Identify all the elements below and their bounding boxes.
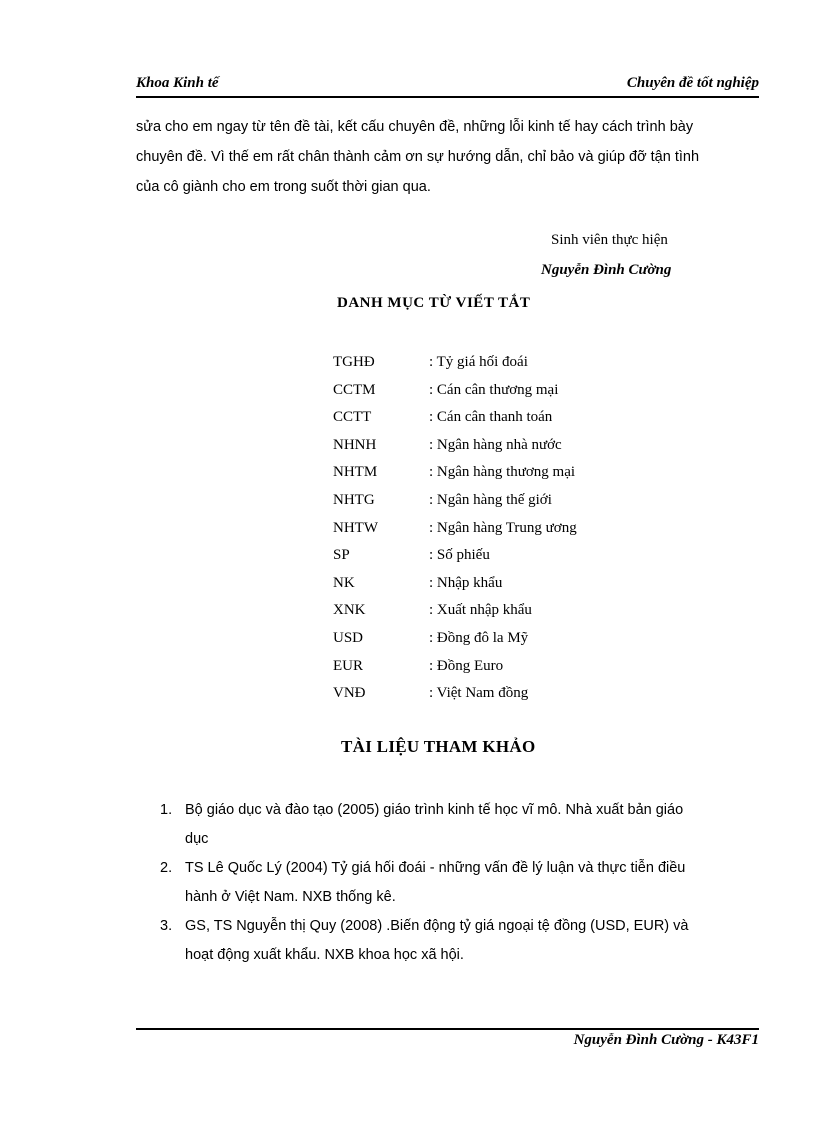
signature-name: Nguyễn Đình Cường <box>541 262 672 278</box>
abbreviation-code: CCTM <box>333 381 376 398</box>
page-footer: Nguyễn Đình Cường - K43F1 <box>573 1032 759 1048</box>
reference-line: dục <box>185 831 209 847</box>
abbreviation-row <box>333 461 577 489</box>
paragraph-line: của cô giành cho em trong suốt thời gian qua. <box>136 179 431 195</box>
abbreviation-row <box>333 599 577 627</box>
abbreviation-meaning: : Việt Nam đồng <box>429 685 529 702</box>
abbreviation-row <box>333 517 577 545</box>
abbreviation-row <box>333 406 577 434</box>
reference-line: hoạt động xuất khẩu. NXB khoa học xã hội. <box>185 947 464 963</box>
abbreviation-meaning: : Đồng đô la Mỹ <box>429 629 529 646</box>
abbreviation-row <box>333 544 577 572</box>
abbreviation-meaning: : Nhập khẩu <box>429 574 503 591</box>
reference-number: 1. <box>160 802 173 818</box>
abbreviation-code: USD <box>333 629 364 646</box>
abbreviation-code: CCTT <box>333 409 372 426</box>
reference-line: GS, TS Nguyễn thị Quy (2008) .Biến động tỷ giá ngoại tệ đồng (USD, EUR) và <box>185 918 689 934</box>
header-divider <box>136 96 759 98</box>
abbreviation-meaning: : Ngân hàng thế giới <box>429 491 552 508</box>
footer-divider <box>136 1028 759 1030</box>
abbreviation-code: VNĐ <box>333 685 366 702</box>
abbreviation-code: XNK <box>333 602 366 619</box>
reference-number: 2. <box>160 860 173 876</box>
abbreviation-row <box>333 627 577 655</box>
references-list <box>160 796 760 970</box>
paragraph-line: sửa cho em ngay từ tên đề tài, kết cấu chuyên đề, những lỗi kinh tế hay cách trình bày <box>136 119 694 135</box>
header-document-type: Chuyên đề tốt nghiệp <box>626 75 759 91</box>
abbreviation-meaning: : Số phiếu <box>429 547 490 564</box>
abbreviation-row <box>333 682 577 710</box>
reference-line: hành ở Việt Nam. NXB thống kê. <box>185 889 396 905</box>
reference-number: 3. <box>160 918 173 934</box>
abbreviation-row <box>333 379 577 407</box>
abbreviation-meaning: : Tỷ giá hối đoái <box>429 354 528 370</box>
page-header <box>136 75 759 97</box>
abbreviation-meaning: : Cán cân thanh toán <box>429 409 553 426</box>
abbreviation-row <box>333 351 577 379</box>
abbreviations-title: DANH MỤC TỪ VIẾT TẮT <box>337 295 531 311</box>
abbreviation-code: NK <box>333 574 355 591</box>
reference-item <box>160 854 760 912</box>
abbreviation-code: SP <box>333 547 350 564</box>
abbreviation-row <box>333 489 577 517</box>
abbreviation-meaning: : Đồng Euro <box>429 657 504 674</box>
abbreviation-code: TGHĐ <box>333 354 375 370</box>
reference-line: Bộ giáo dục và đào tạo (2005) giáo trình kinh tế học vĩ mô. Nhà xuất bản giáo <box>185 802 684 818</box>
abbreviations-list <box>333 351 577 710</box>
abbreviation-row <box>333 655 577 683</box>
signature-role: Sinh viên thực hiện <box>551 232 668 248</box>
acknowledgement-paragraph <box>136 112 759 202</box>
references-title: TÀI LIỆU THAM KHẢO <box>341 737 536 756</box>
abbreviation-code: NHTG <box>333 491 375 508</box>
abbreviation-code: NHNH <box>333 436 377 453</box>
abbreviation-row <box>333 572 577 600</box>
reference-line: TS Lê Quốc Lý (2004) Tỷ giá hối đoái - những vấn đề lý luận và thực tiễn điều <box>185 860 686 876</box>
abbreviation-code: NHTW <box>333 519 378 536</box>
header-faculty: Khoa Kinh tế <box>136 75 219 91</box>
abbreviation-meaning: : Cán cân thương mại <box>429 381 559 398</box>
reference-item <box>160 912 760 970</box>
abbreviation-code: EUR <box>333 657 363 674</box>
abbreviation-code: NHTM <box>333 464 378 481</box>
abbreviation-meaning: : Xuất nhập khẩu <box>429 602 532 619</box>
reference-item <box>160 796 760 854</box>
abbreviation-meaning: : Ngân hàng nhà nước <box>429 436 562 453</box>
paragraph-line: chuyên đề. Vì thế em rất chân thành cảm ơn sự hướng dẫn, chỉ bảo và giúp đỡ tận tình <box>136 149 700 165</box>
abbreviation-meaning: : Ngân hàng Trung ương <box>429 519 577 536</box>
abbreviation-meaning: : Ngân hàng thương mại <box>429 464 576 481</box>
abbreviation-row <box>333 434 577 462</box>
